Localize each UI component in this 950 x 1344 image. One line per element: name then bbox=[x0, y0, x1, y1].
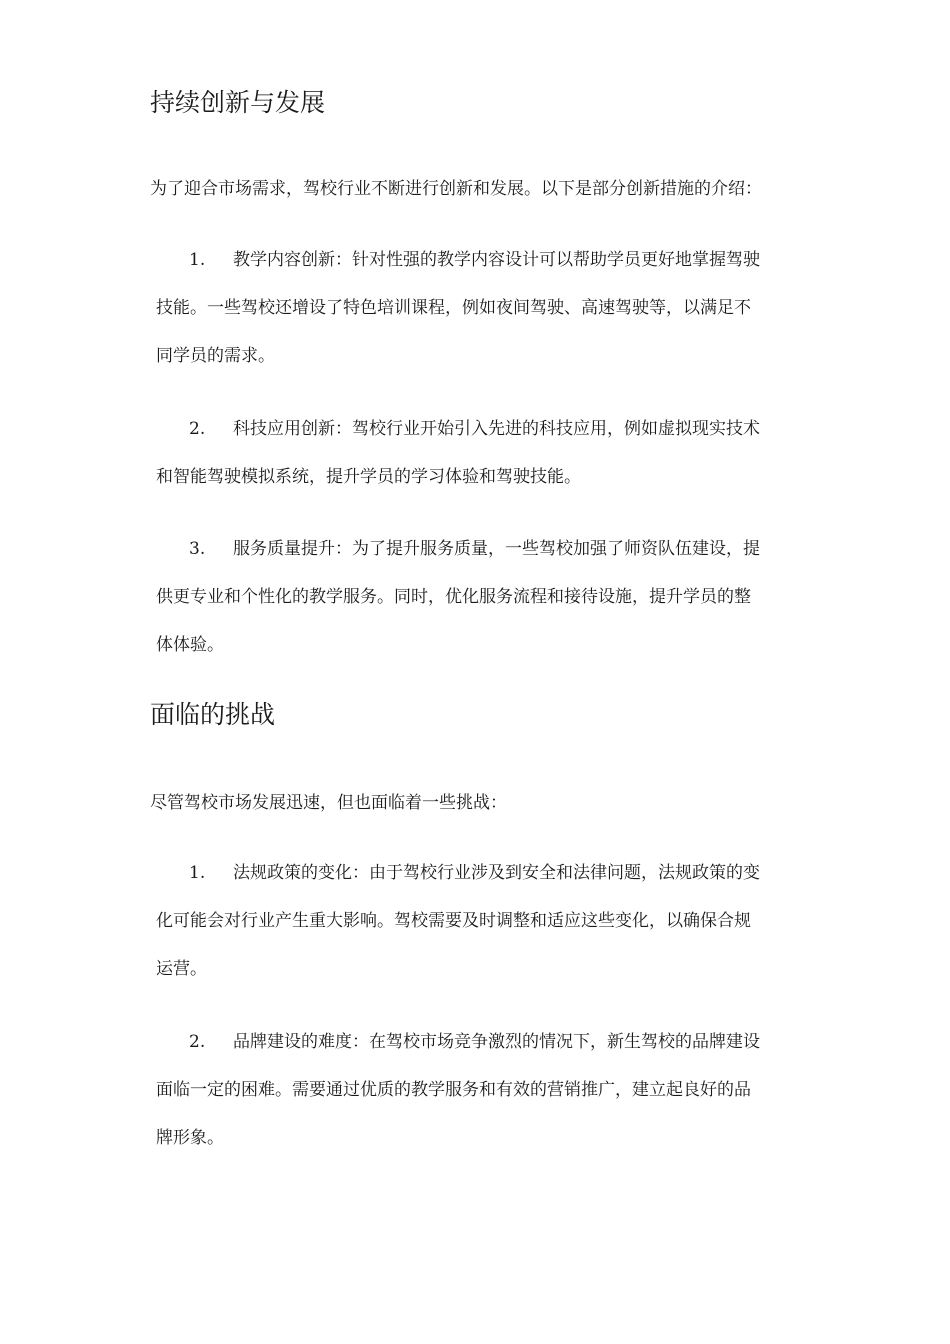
list-item-innovation-1 bbox=[156, 249, 836, 393]
list-item-text: 品牌建设的难度：在驾校市场竞争激烈的情况下，新生驾校的品牌建设 bbox=[233, 1032, 760, 1052]
list-item-innovation-3 bbox=[156, 538, 836, 682]
list-number: 2. bbox=[189, 1032, 206, 1052]
list-number: 1. bbox=[189, 250, 206, 270]
section-heading-innovation: 持续创新与发展 bbox=[150, 88, 326, 117]
list-item-line bbox=[156, 1031, 836, 1079]
list-item-challenge-1 bbox=[156, 862, 836, 1006]
list-item-line: 技能。一些驾校还增设了特色培训课程，例如夜间驾驶、高速驾驶等，以满足不 bbox=[156, 298, 751, 318]
list-item-text: 科技应用创新：驾校行业开始引入先进的科技应用，例如虚拟现实技术 bbox=[233, 419, 760, 439]
list-item-line bbox=[156, 862, 836, 910]
list-item-line bbox=[156, 418, 836, 466]
list-number: 3. bbox=[189, 539, 206, 559]
list-item-text: 法规政策的变化：由于驾校行业涉及到安全和法律问题，法规政策的变 bbox=[233, 863, 760, 883]
list-item-line: 同学员的需求。 bbox=[156, 346, 275, 366]
list-item-line: 化可能会对行业产生重大影响。驾校需要及时调整和适应这些变化，以确保合规 bbox=[156, 911, 751, 931]
list-item-challenge-2 bbox=[156, 1031, 836, 1175]
section-intro-challenges: 尽管驾校市场发展迅速，但也面临着一些挑战： bbox=[150, 793, 507, 813]
list-number: 2. bbox=[189, 419, 206, 439]
list-item-line: 体体验。 bbox=[156, 635, 224, 655]
list-number: 1. bbox=[189, 863, 206, 883]
list-item-line: 面临一定的困难。需要通过优质的教学服务和有效的营销推广，建立起良好的品 bbox=[156, 1080, 751, 1100]
list-item-line: 供更专业和个性化的教学服务。同时，优化服务流程和接待设施，提升学员的整 bbox=[156, 587, 751, 607]
list-item-text: 服务质量提升：为了提升服务质量，一些驾校加强了师资队伍建设，提 bbox=[233, 539, 760, 559]
list-item-line bbox=[156, 249, 836, 297]
list-item-line: 和智能驾驶模拟系统，提升学员的学习体验和驾驶技能。 bbox=[156, 467, 581, 487]
list-item-line: 牌形象。 bbox=[156, 1128, 224, 1148]
list-item-line: 运营。 bbox=[156, 959, 207, 979]
section-intro-innovation: 为了迎合市场需求，驾校行业不断进行创新和发展。以下是部分创新措施的介绍： bbox=[150, 179, 762, 199]
list-item-text: 教学内容创新：针对性强的教学内容设计可以帮助学员更好地掌握驾驶 bbox=[233, 250, 760, 270]
list-item-line bbox=[156, 538, 836, 586]
list-item-innovation-2 bbox=[156, 418, 836, 514]
section-heading-challenges: 面临的挑战 bbox=[150, 700, 276, 729]
